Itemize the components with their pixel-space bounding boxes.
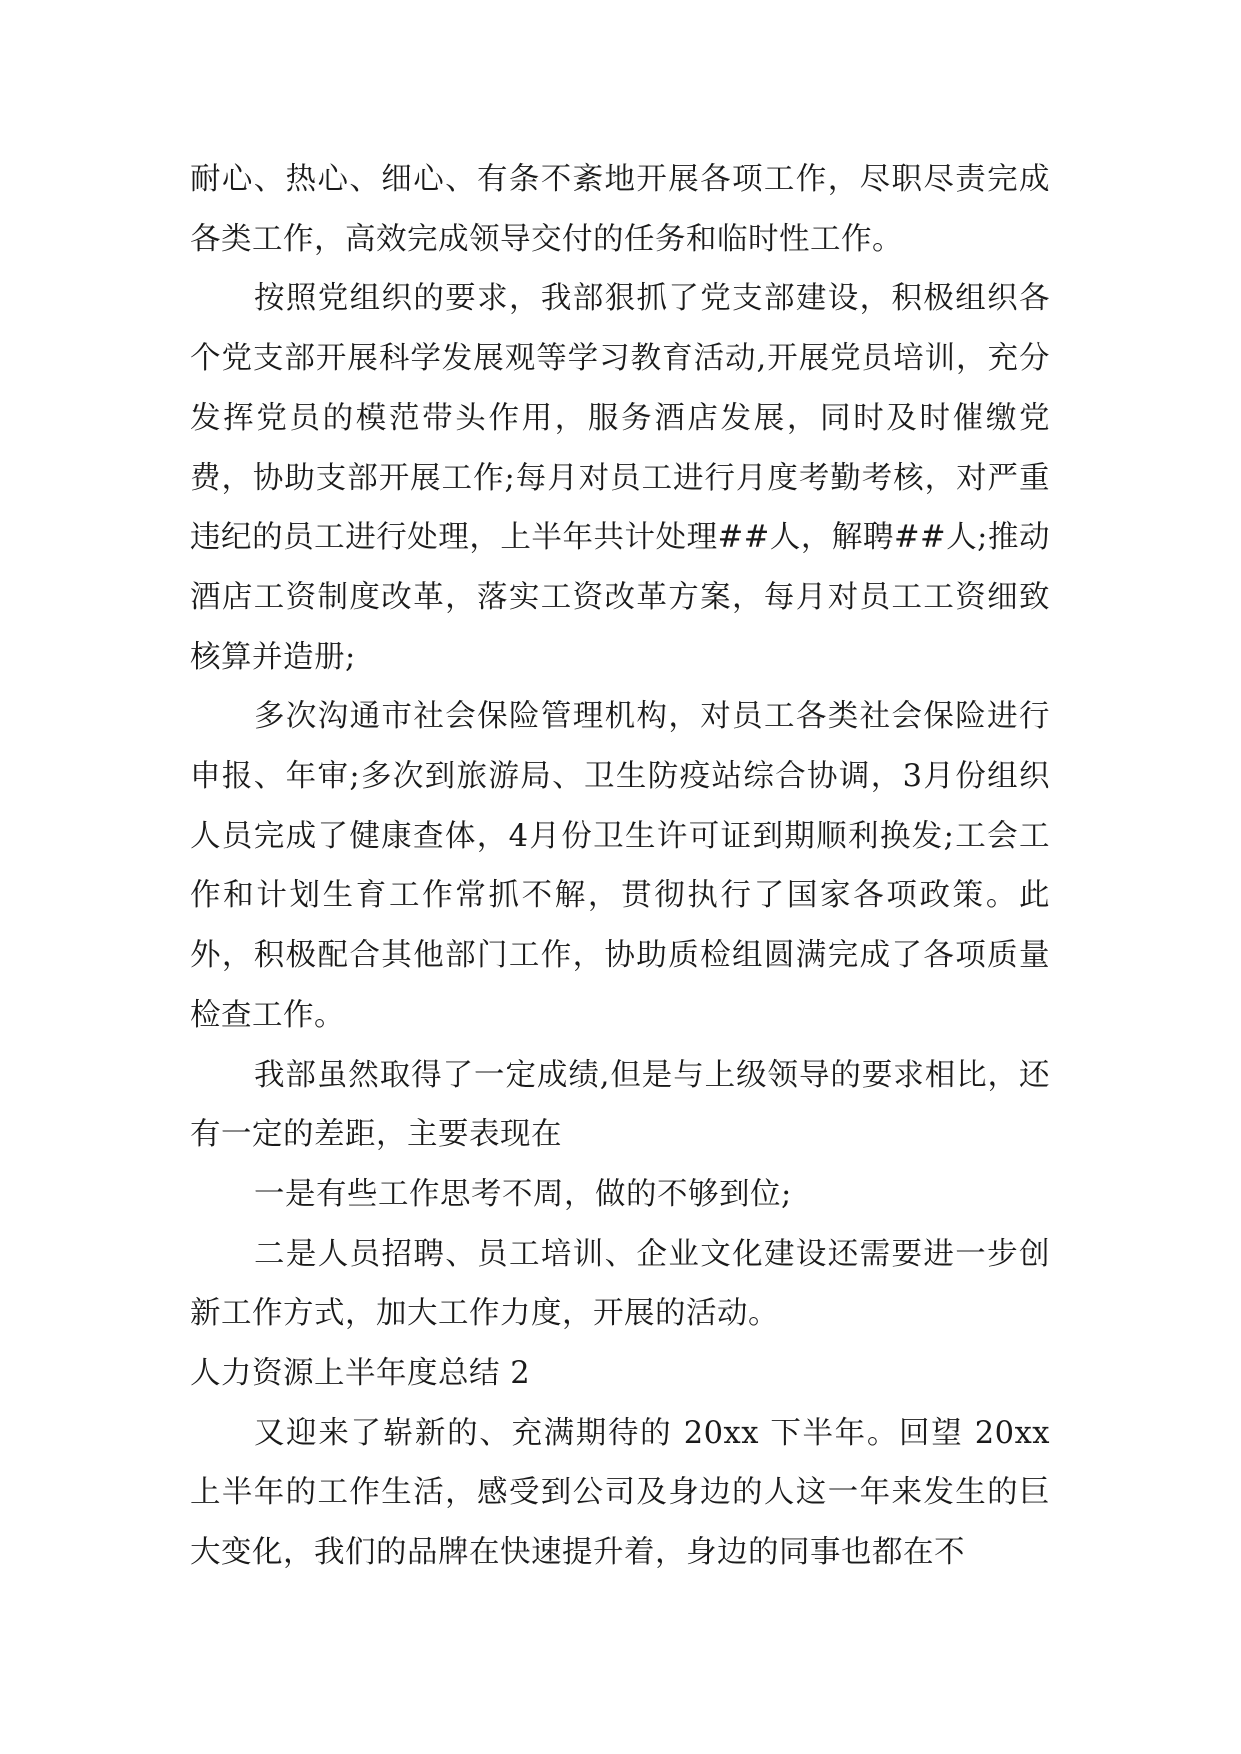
section-heading: 人力资源上半年度总结 2 (190, 1356, 531, 1392)
paragraph-second-half-intro: 又迎来了崭新的、充满期待的 20xx 下半年。回望 20xx 上半年的工作生活，感受到公司及身边的人这一年来发生的巨大变化，我们的品牌在快速提升着，身边的同事也都在不 (190, 1415, 1050, 1571)
paragraph-social-insurance: 多次沟通市社会保险管理机构，对员工各类社会保险进行申报、年审;多次到旅游局、卫生防疫站综合协调，3月份组织人员完成了健康查体，4月份卫生许可证到期顺利换发;工会工作和计划生育工作常抓不解，贯彻执行了国家各项政策。此外，积极配合其他部门工作，协助质检组圆满完成了各项质量检查工作。 (190, 699, 1050, 1033)
paragraph-shortcoming-two: 二是人员招聘、员工培训、企业文化建设还需要进一步创新工作方式，加大工作力度，开展的活动。 (190, 1236, 1050, 1332)
document-body (190, 150, 1050, 1583)
paragraph-duties-summary: 耐心、热心、细心、有条不紊地开展各项工作，尽职尽责完成各类工作，高效完成领导交付的任务和临时性工作。 (190, 162, 1050, 257)
paragraph-shortcoming-one: 一是有些工作思考不周，做的不够到位; (254, 1176, 792, 1212)
paragraph-party-work: 按照党组织的要求，我部狠抓了党支部建设，积极组织各个党支部开展科学发展观等学习教育活动,开展党员培训，充分发挥党员的模范带头作用，服务酒店发展，同时及时催缴党费，协助支部开展工作;每月对员工进行月度考勤考核，对严重违纪的员工进行处理，上半年共计处理##人，解聘##人;推动酒店工资制度改革，落实工资改革方案，每月对员工工资细致核算并造册; (190, 281, 1050, 675)
paragraph-shortcomings-intro: 我部虽然取得了一定成绩,但是与上级领导的要求相比，还有一定的差距，主要表现在 (190, 1057, 1050, 1153)
